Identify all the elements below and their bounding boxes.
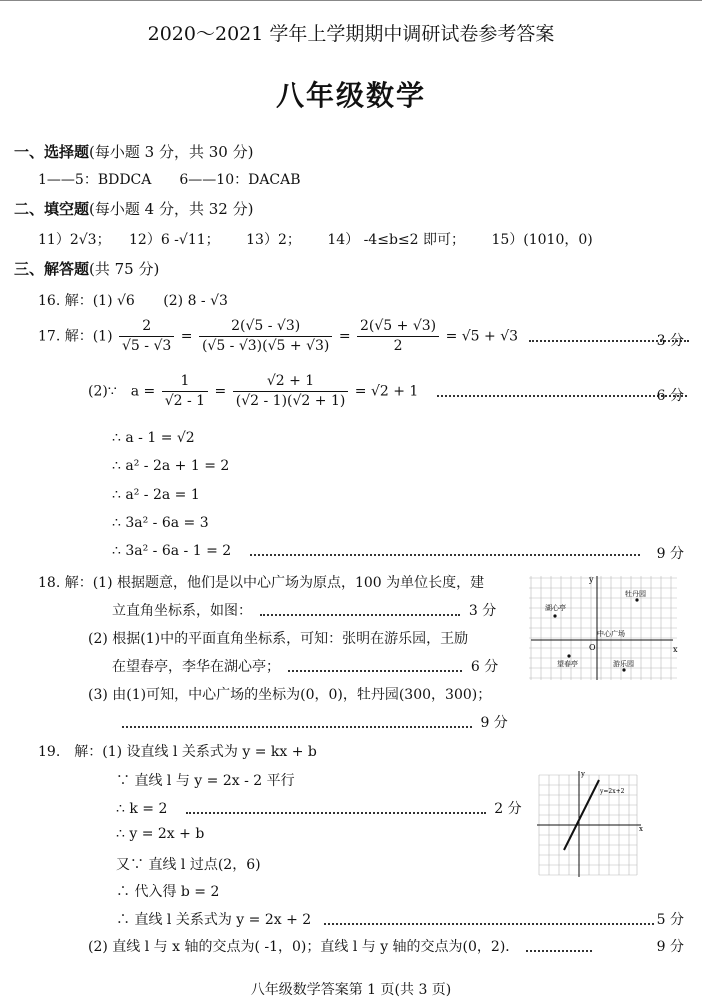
answer-15: 15）(1010，0) bbox=[491, 232, 593, 248]
map-y-label: y bbox=[589, 575, 594, 584]
q18-score-2: 6 分 bbox=[470, 659, 499, 675]
q19-leader-1 bbox=[186, 804, 486, 814]
q18-coordinate-map bbox=[527, 572, 681, 684]
section1-line bbox=[14, 141, 253, 162]
map-origin-label: O bbox=[589, 643, 596, 652]
answer-11-root: √3； bbox=[78, 232, 111, 248]
section3-line bbox=[14, 258, 159, 279]
q17-result-2: = √2 + 1 bbox=[354, 383, 419, 400]
q17-step-5: ∴ 3a² - 6a - 1 = 2 bbox=[112, 543, 232, 559]
answer-13: 13）2； bbox=[246, 232, 301, 248]
section2-answers bbox=[38, 229, 593, 249]
q18-score-3: 9 分 bbox=[480, 715, 508, 731]
q19-line-7-text: ∴ 直线 l 关系式为 y = 2x + 2 bbox=[116, 912, 312, 928]
q18-line-6 bbox=[122, 712, 508, 732]
q18-line-1: 18. 解：(1) 根据题意，他们是以中心广场为原点，100 为单位长度，建 bbox=[38, 575, 485, 591]
q19-leader-3 bbox=[526, 942, 592, 952]
map-point-huxinting bbox=[553, 614, 556, 617]
section1-answers: 1——5：BDDCA 6——10：DACAB bbox=[38, 172, 301, 188]
q18-line-2 bbox=[112, 600, 496, 620]
map-point-wangchunting bbox=[567, 654, 570, 657]
q18-line-4-text: 在望春亭，李华在湖心亭； bbox=[112, 659, 280, 675]
q16-line bbox=[38, 290, 228, 310]
q16-part2: (2) 8 - bbox=[163, 293, 206, 309]
q17-step-1: ∴ a - 1 = √2 bbox=[112, 430, 195, 446]
page-footer: 八年级数学答案第 1 页(共 3 页) bbox=[250, 982, 452, 998]
q19-score-3: 9 分 bbox=[656, 939, 684, 955]
q19-score-1: 2 分 bbox=[494, 801, 522, 817]
q19-line-3-text: ∴ k = 2 bbox=[116, 801, 168, 817]
q19-line-graph bbox=[533, 769, 645, 881]
map-label-wangchunting: 望春亭 bbox=[557, 660, 578, 668]
graph-x-label: x bbox=[639, 825, 643, 833]
subject-title: 八年级数学 bbox=[275, 79, 426, 112]
answer-12: 12）6 - bbox=[129, 232, 179, 248]
q16-answer2: √3 bbox=[210, 293, 228, 309]
q19-line-7 bbox=[116, 909, 654, 929]
section2-line bbox=[14, 198, 253, 219]
q17-fraction-5: $\frac{√2 + 1}{(√2 - 1)(√2 + 1)}$ bbox=[233, 373, 349, 410]
q18-leader-1 bbox=[260, 606, 460, 616]
map-grid bbox=[529, 576, 677, 680]
section2-note: (每小题 4 分，共 32 分) bbox=[89, 200, 254, 218]
q17-score-1: 3 分 bbox=[656, 333, 684, 349]
q18-leader-3 bbox=[122, 718, 472, 728]
section2-heading: 二、填空题 bbox=[14, 200, 90, 218]
section1-heading: 一、选择题 bbox=[14, 143, 90, 161]
q17-fraction-2: $\frac{2(√5 - √3)}{(√5 - √3)(√5 + √3)}$ bbox=[199, 318, 332, 355]
q17-score-3: 9 分 bbox=[656, 546, 684, 562]
section1-note: (每小题 3 分，共 30 分) bbox=[89, 143, 254, 161]
answer-11: 11）2 bbox=[38, 232, 79, 248]
q18-line-5: (3) 由(1)可知，中心广场的坐标为(0，0)，牡丹园(300，300)； bbox=[88, 687, 492, 703]
q17-label: 17. 解：(1) bbox=[38, 328, 113, 345]
q18-line-3: (2) 根据(1)中的平面直角坐标系，可知：张明在游乐园，王励 bbox=[88, 631, 469, 647]
q17-part2-label: (2)∵ a = bbox=[88, 383, 156, 400]
q16-label: 16. 解：(1) bbox=[38, 293, 113, 309]
map-point-mudanyuan bbox=[635, 598, 638, 601]
map-x-label: x bbox=[673, 645, 678, 654]
q19-line-3 bbox=[116, 798, 522, 818]
map-label-huxinting: 湖心亭 bbox=[545, 604, 566, 612]
q17-fraction-4: $\frac{1}{√2 - 1}$ bbox=[162, 373, 208, 410]
doc-title: 2020～2021 学年上学期期中调研试卷参考答案 bbox=[147, 23, 555, 45]
q19-line-5: 又∵ 直线 l 过点(2，6) bbox=[116, 857, 261, 873]
section3-note: (共 75 分) bbox=[89, 260, 160, 278]
section3-heading: 三、解答题 bbox=[14, 260, 90, 278]
q17-fraction-3: $\frac{2(√5 + √3)}{2}$ bbox=[357, 318, 439, 355]
q19-line-2: ∵ 直线 l 与 y = 2x - 2 平行 bbox=[116, 773, 295, 789]
q17-leader-2 bbox=[437, 387, 687, 397]
map-label-center: 中心广场 bbox=[597, 630, 625, 638]
graph-y-label: y bbox=[581, 770, 585, 778]
q18-line-2-text: 立直角坐标系，如图： bbox=[112, 603, 252, 619]
q19-line-6: ∴ 代入得 b = 2 bbox=[116, 884, 220, 900]
top-border bbox=[0, 0, 702, 1]
q18-line-4 bbox=[112, 656, 498, 676]
q17-step-2: ∴ a² - 2a + 1 = 2 bbox=[112, 458, 230, 474]
q17-part2: (2)∵ a = $\frac{1}{√2 - 1}$ = $\frac{√2 + 1}{(√2 - 1)(√2 + 1)}$ = √2 + 1 bbox=[88, 373, 687, 410]
map-label-mudanyuan: 牡丹园 bbox=[625, 590, 646, 598]
q17-part1: 17. 解：(1) $\frac{2}{√5 - √3}$ = $\frac{2(√5 - √3)}{(√5 - √3)(√5 + √3)}$ = $\frac{2(√5 + √3)}{2}$ = √5 + √3 bbox=[38, 318, 689, 355]
answer-14: 14） -4≤b≤2 即可； bbox=[327, 232, 465, 248]
q19-line-1: 19. 解：(1) 设直线 l 关系式为 y = kx + b bbox=[38, 744, 317, 760]
q17-step-4: ∴ 3a² - 6a = 3 bbox=[112, 515, 209, 531]
graph-line-label: y=2x+2 bbox=[600, 788, 625, 795]
q17-step-5-line bbox=[112, 543, 640, 559]
q17-step-3: ∴ a² - 2a = 1 bbox=[112, 487, 200, 503]
q18-leader-2 bbox=[288, 662, 462, 672]
q19-line-8 bbox=[88, 936, 592, 956]
q19-line-8-text: (2) 直线 l 与 x 轴的交点为( -1，0)；直线 l 与 y 轴的交点为(0，2)． bbox=[88, 939, 520, 955]
q16-answer1: √6 bbox=[117, 293, 135, 309]
q19-leader-2 bbox=[324, 915, 654, 925]
q17-fraction-1: $\frac{2}{√5 - √3}$ bbox=[119, 318, 174, 355]
q19-line-4: ∴ y = 2x + b bbox=[116, 826, 205, 842]
map-point-youleyuan bbox=[622, 668, 625, 671]
q17-result-1: = √5 + √3 bbox=[445, 328, 519, 345]
q17-score-2: 6 分 bbox=[656, 388, 684, 404]
q19-score-2: 5 分 bbox=[656, 912, 684, 928]
answer-12-root: √11； bbox=[178, 232, 220, 248]
q18-score-1: 3 分 bbox=[468, 603, 497, 619]
q17-leader-3 bbox=[250, 546, 640, 556]
map-label-youleyuan: 游乐园 bbox=[613, 660, 634, 668]
